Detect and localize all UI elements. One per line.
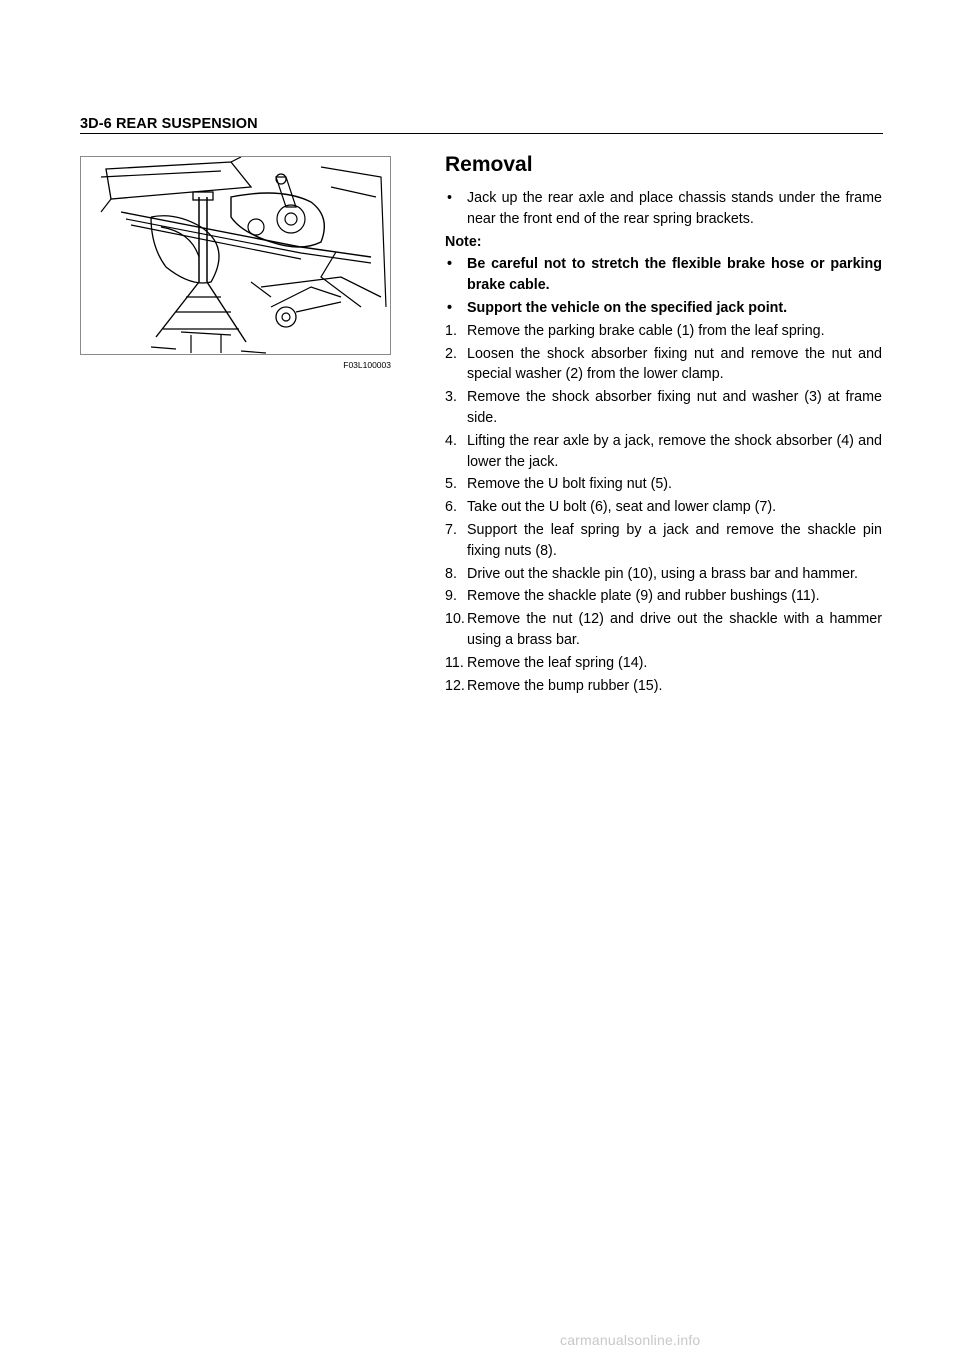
- intro-bullet: [445, 188, 882, 230]
- figure-code: F03L100003: [343, 360, 391, 370]
- step-text: Remove the nut (12) and drive out the shackle with a hammer using a brass bar.: [467, 611, 882, 648]
- step-number: 7.: [445, 521, 457, 538]
- step-text: Take out the U bolt (6), seat and lower clamp (7).: [467, 499, 777, 516]
- step-text: Remove the shock absorber fixing nut and washer (3) at frame side.: [467, 389, 882, 426]
- step-text: Remove the U bolt fixing nut (5).: [467, 476, 673, 493]
- step-number: 9.: [445, 588, 457, 605]
- step-number: 12.: [445, 677, 465, 694]
- step-item: [445, 497, 882, 518]
- bullet-marker: •: [447, 299, 453, 316]
- bullet-marker: •: [447, 190, 453, 206]
- step-text: Support the leaf spring by a jack and remove the shackle pin fixing nuts (8).: [467, 521, 882, 559]
- step-text: Lifting the rear axle by a jack, remove the shock absorber (4) and lower the jack.: [467, 432, 882, 470]
- removal-figure: [80, 156, 391, 355]
- step-item: [445, 387, 882, 429]
- step-number: 3.: [445, 389, 457, 406]
- removal-section: [445, 150, 882, 698]
- step-item: [445, 344, 882, 386]
- step-text: Remove the leaf spring (14).: [467, 654, 648, 671]
- step-number: 6.: [445, 499, 457, 516]
- watermark: carmanualsonline.info: [560, 1332, 701, 1348]
- step-number: 1.: [445, 322, 457, 339]
- step-text: Loosen the shock absorber fixing nut and remove the nut and special washer (2) from the lower clamp.: [467, 345, 882, 383]
- jack-stand-icon: [81, 157, 390, 354]
- step-text: Drive out the shackle pin (10), using a brass bar and hammer.: [467, 565, 858, 582]
- step-number: 5.: [445, 476, 457, 493]
- step-number: 4.: [445, 432, 457, 449]
- note-label: Note:: [445, 233, 482, 250]
- step-item: [445, 474, 882, 495]
- note-item: [445, 254, 882, 296]
- section-title: Removal: [445, 153, 533, 176]
- step-item: [445, 609, 882, 651]
- page-header: 3D-6 REAR SUSPENSION: [80, 116, 258, 132]
- step-item: [445, 321, 882, 342]
- step-number: 10.: [445, 611, 465, 628]
- step-item: [445, 586, 882, 607]
- step-item: [445, 520, 882, 562]
- step-item: [445, 564, 882, 585]
- note-text: Support the vehicle on the specified jack point.: [467, 299, 788, 316]
- step-number: 8.: [445, 565, 457, 582]
- step-number: 11.: [445, 654, 464, 671]
- intro-text: Jack up the rear axle and place chassis stands under the frame near the front end of the rear spring brackets.: [467, 190, 882, 227]
- step-text: Remove the shackle plate (9) and rubber bushings (11).: [467, 588, 820, 605]
- step-text: Remove the parking brake cable (1) from the leaf spring.: [467, 322, 825, 339]
- header-rule: [80, 133, 883, 134]
- bullet-marker: •: [447, 256, 453, 273]
- step-item: [445, 676, 882, 697]
- note-text: Be careful not to stretch the flexible brake hose or parking brake cable.: [467, 256, 882, 294]
- step-item: [445, 653, 882, 674]
- note-item: [445, 298, 882, 319]
- step-text: Remove the bump rubber (15).: [467, 677, 663, 694]
- step-number: 2.: [445, 345, 457, 362]
- step-item: [445, 431, 882, 473]
